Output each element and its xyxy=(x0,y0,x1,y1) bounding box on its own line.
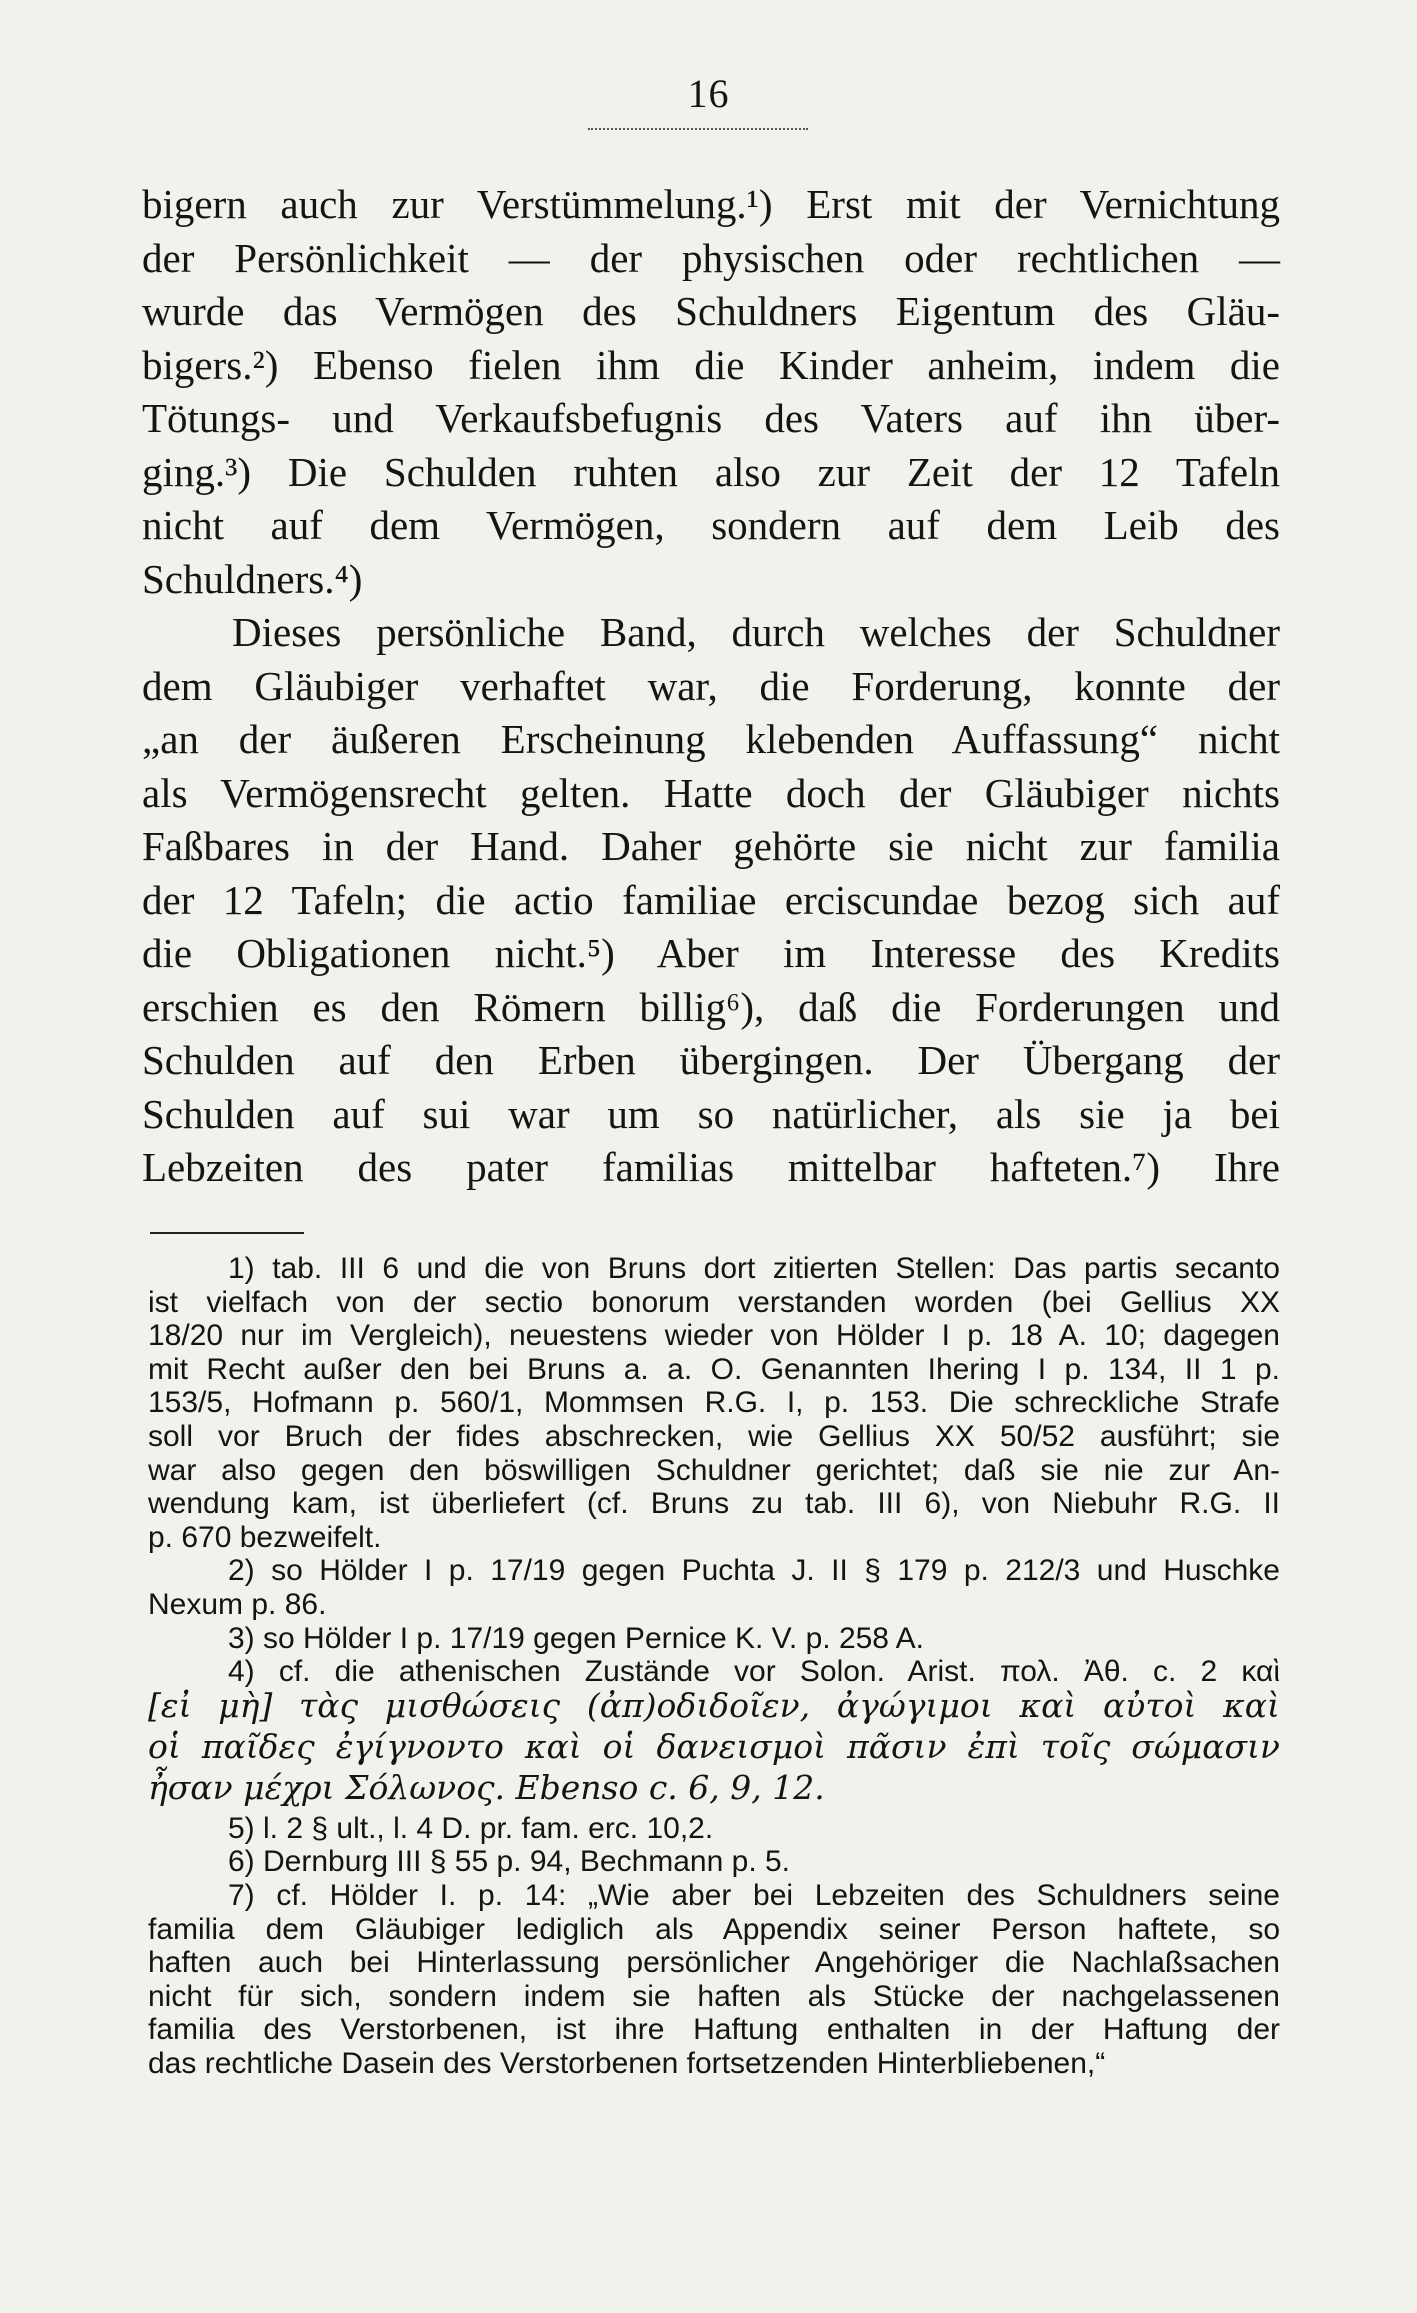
footnote-line: 1) tab. III 6 und die von Bruns dort zitierten Stellen: Das partis secanto xyxy=(228,1252,1280,1285)
footnote-greek-line: οἱ παῖδες ἐγίγνοντο καὶ οἱ δανεισμοὶ πᾶσιν ἐπὶ τοῖς σώμασιν xyxy=(148,1726,1280,1766)
footnote-line: familia dem Gläubiger lediglich als Appendix seiner Person haftete, so xyxy=(148,1912,1280,1946)
text-line: die Obligationen nicht.⁵) Aber im Interesse des Kredits xyxy=(142,930,1280,976)
text-line: Tötungs- und Verkaufsbefugnis des Vaters auf ihn über- xyxy=(142,395,1280,441)
footnote-line: 5) l. 2 § ult., l. 4 D. pr. fam. erc. 10,2. xyxy=(228,1811,714,1845)
text-line: Schuldners.⁴) xyxy=(142,555,363,602)
footnote-line: p. 670 bezweifelt. xyxy=(148,1520,382,1554)
footnote-rule xyxy=(150,1232,304,1234)
text-line: Faßbares in der Hand. Daher gehörte sie nicht zur familia xyxy=(142,823,1280,869)
text-line: dem Gläubiger verhaftet war, die Forderung, konnte der xyxy=(142,662,1280,709)
footnote-line: wendung kam, ist überliefert (cf. Bruns zu tab. III 6), von Niebuhr R.G. II xyxy=(148,1487,1280,1521)
text-line: Lebzeiten des pater familias mittelbar hafteten.⁷) Ihre xyxy=(142,1144,1280,1190)
footnote-line: 153/5, Hofmann p. 560/1, Mommsen R.G. I, p. 153. Die schreckliche Strafe xyxy=(148,1386,1280,1420)
footnote-line: nicht für sich, sondern indem sie haften als Stücke der nachgelassenen xyxy=(148,1979,1280,2013)
text-line: der Persönlichkeit — der physischen oder rechtlichen — xyxy=(142,234,1280,281)
footnote-line: 7) cf. Hölder I. p. 14: „Wie aber bei Lebzeiten des Schuldners seine xyxy=(228,1879,1280,1912)
footnote-line: war also gegen den böswilligen Schuldner gerichtet; daß sie nie zur An- xyxy=(148,1453,1280,1487)
footnote-line: soll vor Bruch der fides abschrecken, wie Gellius XX 50/52 ausführt; sie xyxy=(148,1420,1280,1453)
footnote-greek-line: ἦσαν μέχρι Σόλωνος. Ebenso c. 6, 9, 12. xyxy=(148,1767,825,1807)
text-line: Schulden auf den Erben übergingen. Der Übergang der xyxy=(142,1037,1280,1083)
footnote-line: haften auch bei Hinterlassung persönlicher Angehöriger die Nachlaßsachen xyxy=(148,1946,1280,1980)
text-line: als Vermögensrecht gelten. Hatte doch der Gläubiger nichts xyxy=(142,769,1280,816)
text-line: erschien es den Römern billig⁶), daß die Forderungen und xyxy=(142,983,1280,1030)
footnote-greek-line: [εἰ μὴ] τὰς μισθώσεις (ἀπ)οδιδοῖεν, ἀγώγιμοι καὶ αὐτοὶ καὶ xyxy=(148,1685,1280,1725)
text-line: Dieses persönliche Band, durch welches der Schuldner xyxy=(232,609,1280,655)
footnote-line: 2) so Hölder I p. 17/19 gegen Puchta J. II § 179 p. 212/3 und Huschke xyxy=(228,1554,1280,1588)
page-number: 16 xyxy=(687,71,730,116)
text-line: bigers.²) Ebenso fielen ihm die Kinder anheim, indem die xyxy=(142,341,1280,388)
footnote-line: 3) so Hölder I p. 17/19 gegen Pernice K. V. p. 258 A. xyxy=(228,1621,925,1655)
footnote-line: familia des Verstorbenen, ist ihre Haftung enthalten in der Haftung der xyxy=(148,2013,1280,2047)
footnote-line: Nexum p. 86. xyxy=(148,1588,327,1621)
text-line: wurde das Vermögen des Schuldners Eigentum des Gläu- xyxy=(142,288,1280,334)
footnote-line: 18/20 nur im Vergleich), neuestens wieder von Hölder I p. 18 A. 10; dagegen xyxy=(148,1319,1280,1353)
text-line: nicht auf dem Vermögen, sondern auf dem Leib des xyxy=(142,502,1280,548)
text-line: „an der äußeren Erscheinung klebenden Auffassung“ nicht xyxy=(142,716,1280,762)
text-line: der 12 Tafeln; die actio familiae erciscundae bezog sich auf xyxy=(142,876,1280,923)
footnote-line: ist vielfach von der sectio bonorum verstanden worden (bei Gellius XX xyxy=(148,1285,1280,1319)
text-line: bigern auch zur Verstümmelung.¹) Erst mit der Vernichtung xyxy=(142,181,1280,227)
footnote-line: 4) cf. die athenischen Zustände vor Solon. Arist. πολ. Ἀθ. c. 2 καὶ xyxy=(228,1655,1280,1689)
text-line: Schulden auf sui war um so natürlicher, als sie ja bei xyxy=(142,1090,1280,1137)
footnote-line: mit Recht außer den bei Bruns a. a. O. Genannten Ihering I p. 134, II 1 p. xyxy=(148,1352,1280,1386)
footnote-line: 6) Dernburg III § 55 p. 94, Bechmann p. 5. xyxy=(228,1845,791,1879)
footnote-line: das rechtliche Dasein des Verstorbenen fortsetzenden Hinterbliebenen,“ xyxy=(148,2047,1106,2080)
page-ornament xyxy=(588,128,808,138)
text-line: ging.³) Die Schulden ruhten also zur Zeit der 12 Tafeln xyxy=(142,448,1280,495)
